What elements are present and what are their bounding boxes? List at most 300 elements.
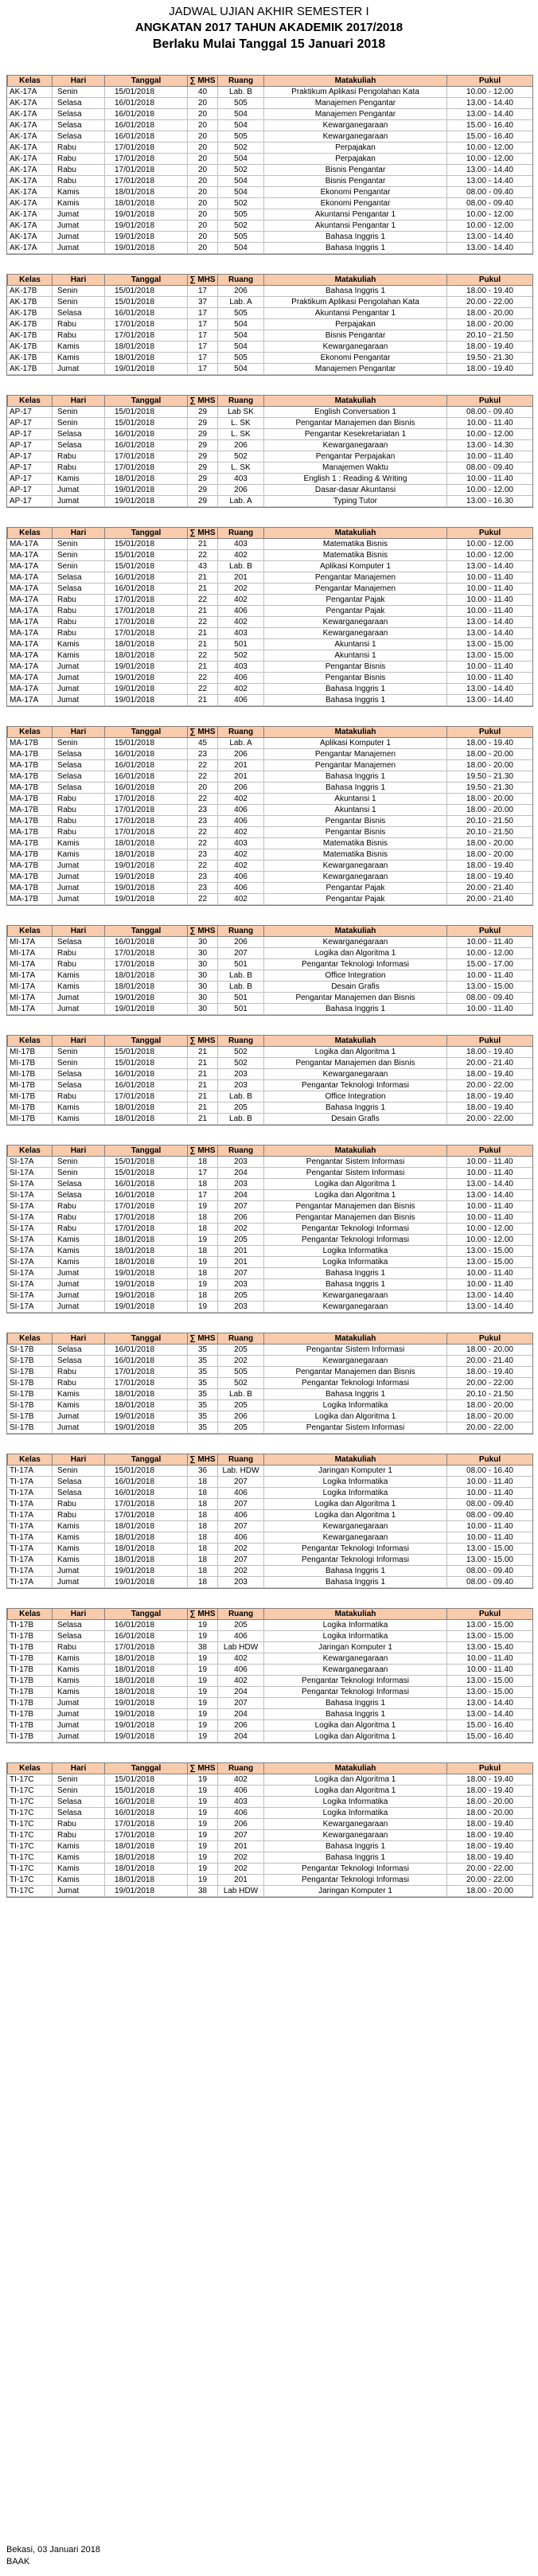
table-row: [7, 1886, 532, 1897]
cell-kelas: MI-17B: [10, 1059, 36, 1067]
cell-kelas: SI-17A: [10, 1202, 34, 1211]
cell-pukul: 19.50 - 21.30: [446, 783, 532, 794]
cell-pukul: 08.00 - 09.40: [446, 1566, 532, 1577]
cell-hari: Jumat: [52, 883, 104, 894]
cell-ruang: 204: [217, 1687, 263, 1698]
cell-jumlah-mhs: 20: [187, 176, 217, 187]
cell-pukul: 20.10 - 21.50: [446, 827, 532, 838]
cell-hari: Kamis: [52, 198, 104, 209]
table-row: [7, 1290, 532, 1302]
cell-tanggal: 19/01/2018: [104, 209, 187, 221]
cell-tanggal: 18/01/2018: [104, 1665, 187, 1676]
cell-pukul: 18.00 - 19.40: [446, 738, 532, 749]
cell-ruang: Lab HDW: [217, 1886, 263, 1897]
cell-tanggal: 18/01/2018: [104, 1235, 187, 1246]
cell-jumlah-mhs: 19: [187, 1830, 217, 1841]
place-date: Bekasi, 03 Januari 2018: [6, 2545, 101, 2555]
column-header-jumlah-mhs: ∑ MHS: [187, 275, 217, 286]
column-header-matakuliah: Matakuliah: [263, 76, 446, 87]
cell-matakuliah: Logika Informatika: [263, 1488, 446, 1499]
cell-ruang: 207: [217, 1477, 263, 1488]
cell-ruang: 201: [217, 771, 263, 783]
cell-ruang: 205: [217, 1400, 263, 1411]
cell-matakuliah: Dasar-dasar Akuntansi: [263, 485, 446, 496]
cell-jumlah-mhs: 20: [187, 209, 217, 221]
schedule-table: [6, 75, 533, 255]
cell-pukul: 10.00 - 11.40: [446, 673, 532, 684]
cell-pukul: 18.00 - 19.40: [446, 1774, 532, 1786]
cell-matakuliah: Akuntansi Pengantar 1: [263, 209, 446, 221]
cell-kelas: TI-17A: [10, 1544, 34, 1553]
cell-hari: Rabu: [52, 948, 104, 959]
cell-jumlah-mhs: 18: [187, 1521, 217, 1532]
cell-hari: Kamis: [52, 1555, 104, 1566]
cell-ruang: 501: [217, 1004, 263, 1015]
cell-pukul: 10.00 - 11.40: [446, 1653, 532, 1665]
cell-matakuliah: Logika dan Algoritma 1: [263, 1499, 446, 1510]
table-row: [7, 662, 532, 673]
cell-hari: Jumat: [52, 1411, 104, 1423]
column-header-matakuliah: Matakuliah: [263, 1146, 446, 1157]
cell-ruang: 204: [217, 1731, 263, 1743]
cell-matakuliah: Pengantar Manajemen: [263, 572, 446, 584]
schedule-table: [6, 1333, 533, 1434]
cell-ruang: 505: [217, 232, 263, 243]
cell-matakuliah: Pengantar Sistem Informasi: [263, 1423, 446, 1434]
cell-ruang: 402: [217, 1676, 263, 1687]
cell-kelas: SI-17A: [10, 1224, 34, 1233]
cell-kelas: MA-17A: [10, 673, 39, 682]
table-row: [7, 805, 532, 816]
cell-hari: Kamis: [52, 1400, 104, 1411]
cell-jumlah-mhs: 17: [187, 342, 217, 353]
cell-kelas: MI-17A: [10, 971, 36, 980]
cell-hari: Jumat: [52, 993, 104, 1004]
cell-pukul: 10.00 - 11.40: [446, 418, 532, 429]
cell-jumlah-mhs: 22: [187, 684, 217, 695]
cell-jumlah-mhs: 23: [187, 883, 217, 894]
cell-matakuliah: Kewarganegaraan: [263, 1290, 446, 1302]
signature-office: BAAK: [6, 2557, 30, 2566]
cell-pukul: 10.00 - 11.40: [446, 1279, 532, 1290]
cell-jumlah-mhs: 35: [187, 1378, 217, 1389]
cell-hari: Kamis: [52, 342, 104, 353]
cell-jumlah-mhs: 18: [187, 1555, 217, 1566]
cell-hari: Jumat: [52, 1731, 104, 1743]
cell-matakuliah: Ekonomi Pengantar: [263, 353, 446, 364]
cell-kelas: TI-17B: [10, 1710, 34, 1719]
cell-ruang: 206: [217, 485, 263, 496]
cell-pukul: 10.00 - 12.00: [446, 87, 532, 98]
cell-tanggal: 18/01/2018: [104, 1653, 187, 1665]
cell-tanggal: 19/01/2018: [104, 662, 187, 673]
cell-jumlah-mhs: 21: [187, 572, 217, 584]
cell-kelas: AK-17A: [10, 166, 37, 174]
cell-ruang: 505: [217, 353, 263, 364]
cell-jumlah-mhs: 20: [187, 221, 217, 232]
cell-hari: Selasa: [52, 440, 104, 451]
cell-hari: Rabu: [52, 1367, 104, 1378]
cell-matakuliah: Bahasa Inggris 1: [263, 1852, 446, 1864]
cell-hari: Kamis: [52, 838, 104, 849]
cell-jumlah-mhs: 37: [187, 297, 217, 308]
table-row: [7, 232, 532, 243]
cell-tanggal: 19/01/2018: [104, 695, 187, 706]
table-row: [7, 948, 532, 959]
cell-ruang: 406: [217, 606, 263, 617]
cell-jumlah-mhs: 30: [187, 993, 217, 1004]
cell-tanggal: 19/01/2018: [104, 1411, 187, 1423]
table-row: [7, 297, 532, 308]
cell-hari: Selasa: [52, 1808, 104, 1819]
cell-hari: Selasa: [52, 131, 104, 142]
table-row: [7, 407, 532, 418]
cell-matakuliah: Pengantar Teknologi Informasi: [263, 1687, 446, 1698]
cell-kelas: TI-17A: [10, 1555, 34, 1564]
cell-matakuliah: Pengantar Teknologi Informasi: [263, 1544, 446, 1555]
cell-ruang: 402: [217, 827, 263, 838]
cell-jumlah-mhs: 21: [187, 1080, 217, 1091]
cell-hari: Selasa: [52, 1488, 104, 1499]
cell-jumlah-mhs: 22: [187, 894, 217, 905]
cell-hari: Selasa: [52, 1477, 104, 1488]
cell-kelas: MA-17A: [10, 640, 39, 649]
table-row: [7, 353, 532, 364]
cell-hari: Selasa: [52, 783, 104, 794]
cell-tanggal: 18/01/2018: [104, 1875, 187, 1886]
cell-jumlah-mhs: 18: [187, 1544, 217, 1555]
table-row: [7, 561, 532, 572]
column-header-matakuliah: Matakuliah: [263, 727, 446, 738]
cell-matakuliah: Pengantar Sistem Informasi: [263, 1168, 446, 1179]
cell-tanggal: 18/01/2018: [104, 1103, 187, 1114]
cell-ruang: 505: [217, 209, 263, 221]
cell-matakuliah: Office Integration: [263, 1091, 446, 1103]
cell-hari: Jumat: [52, 1698, 104, 1709]
cell-matakuliah: Bahasa Inggris 1: [263, 1103, 446, 1114]
cell-jumlah-mhs: 18: [187, 1532, 217, 1544]
cell-hari: Jumat: [52, 1004, 104, 1015]
cell-ruang: 402: [217, 617, 263, 628]
cell-ruang: 203: [217, 1577, 263, 1588]
table-header-row: [7, 1763, 532, 1774]
cell-kelas: AK-17B: [10, 320, 37, 329]
cell-matakuliah: Pengantar Manajemen dan Bisnis: [263, 418, 446, 429]
table-header-row: [7, 1333, 532, 1345]
cell-jumlah-mhs: 18: [187, 1179, 217, 1190]
cell-kelas: MI-17B: [10, 1048, 36, 1056]
cell-hari: Rabu: [52, 1819, 104, 1830]
cell-ruang: Lab SK: [217, 407, 263, 418]
column-header-tanggal: Tanggal: [104, 76, 187, 87]
cell-matakuliah: Logika dan Algoritma 1: [263, 1190, 446, 1201]
cell-pukul: 18.00 - 19.40: [446, 286, 532, 297]
cell-hari: Rabu: [52, 628, 104, 639]
cell-jumlah-mhs: 20: [187, 783, 217, 794]
cell-ruang: 402: [217, 861, 263, 872]
cell-jumlah-mhs: 35: [187, 1345, 217, 1356]
cell-hari: Kamis: [52, 1841, 104, 1852]
cell-jumlah-mhs: 22: [187, 673, 217, 684]
table-row: [7, 342, 532, 353]
cell-jumlah-mhs: 20: [187, 243, 217, 254]
cell-ruang: 206: [217, 1819, 263, 1830]
cell-jumlah-mhs: 40: [187, 87, 217, 98]
table-row: [7, 1642, 532, 1653]
cell-ruang: 202: [217, 1356, 263, 1367]
cell-matakuliah: Kewarganegaraan: [263, 628, 446, 639]
cell-kelas: MA-17B: [10, 895, 39, 904]
table-row: [7, 154, 532, 165]
table-row: [7, 550, 532, 561]
cell-hari: Jumat: [52, 485, 104, 496]
cell-hari: Rabu: [52, 805, 104, 816]
cell-kelas: AP-17: [10, 419, 32, 427]
cell-pukul: 10.00 - 12.00: [446, 539, 532, 550]
cell-pukul: 10.00 - 11.40: [446, 1665, 532, 1676]
column-header-pukul: Pukul: [446, 76, 532, 87]
cell-tanggal: 18/01/2018: [104, 650, 187, 662]
cell-tanggal: 17/01/2018: [104, 176, 187, 187]
cell-hari: Kamis: [52, 1521, 104, 1532]
column-header-jumlah-mhs: ∑ MHS: [187, 727, 217, 738]
cell-tanggal: 16/01/2018: [104, 1190, 187, 1201]
cell-matakuliah: Ekonomi Pengantar: [263, 198, 446, 209]
cell-jumlah-mhs: 22: [187, 760, 217, 771]
cell-hari: Rabu: [52, 1499, 104, 1510]
cell-jumlah-mhs: 23: [187, 816, 217, 827]
column-header-jumlah-mhs: ∑ MHS: [187, 1454, 217, 1466]
cell-kelas: MA-17A: [10, 651, 39, 660]
cell-kelas: TI-17C: [10, 1864, 34, 1873]
column-header-tanggal: Tanggal: [104, 1333, 187, 1345]
schedule-table: [6, 1035, 533, 1126]
cell-tanggal: 17/01/2018: [104, 165, 187, 176]
cell-hari: Jumat: [52, 872, 104, 883]
cell-hari: Rabu: [52, 1510, 104, 1521]
table-row: [7, 1168, 532, 1179]
cell-jumlah-mhs: 19: [187, 1841, 217, 1852]
cell-jumlah-mhs: 19: [187, 1698, 217, 1709]
table-row: [7, 1566, 532, 1577]
column-header-kelas: Kelas: [7, 1333, 52, 1345]
cell-pukul: 20.00 - 21.40: [446, 1356, 532, 1367]
cell-kelas: MA-17A: [10, 696, 39, 704]
cell-matakuliah: Pengantar Pajak: [263, 894, 446, 905]
cell-hari: Selasa: [52, 1620, 104, 1631]
table-row: [7, 1808, 532, 1819]
cell-pukul: 10.00 - 11.40: [446, 1157, 532, 1168]
cell-kelas: AK-17A: [10, 188, 37, 197]
cell-hari: Kamis: [52, 1875, 104, 1886]
cell-tanggal: 18/01/2018: [104, 1864, 187, 1875]
table-row: [7, 496, 532, 507]
cell-tanggal: 15/01/2018: [104, 418, 187, 429]
cell-matakuliah: Praktikum Aplikasi Pengolahan Kata: [263, 87, 446, 98]
cell-kelas: AK-17B: [10, 353, 37, 362]
cell-ruang: 207: [217, 1268, 263, 1279]
cell-pukul: 10.00 - 11.40: [446, 474, 532, 485]
cell-jumlah-mhs: 18: [187, 1157, 217, 1168]
cell-tanggal: 19/01/2018: [104, 1423, 187, 1434]
cell-pukul: 20.00 - 21.40: [446, 894, 532, 905]
cell-pukul: 13.00 - 14.40: [446, 684, 532, 695]
cell-hari: Senin: [52, 738, 104, 749]
column-header-jumlah-mhs: ∑ MHS: [187, 1609, 217, 1620]
cell-pukul: 15.00 - 16.40: [446, 1731, 532, 1743]
table-row: [7, 1411, 532, 1423]
cell-jumlah-mhs: 29: [187, 440, 217, 451]
table-row: [7, 1720, 532, 1731]
cell-matakuliah: Kewarganegaraan: [263, 1356, 446, 1367]
cell-tanggal: 19/01/2018: [104, 861, 187, 872]
cell-hari: Kamis: [52, 187, 104, 198]
cell-tanggal: 19/01/2018: [104, 1302, 187, 1313]
cell-pukul: 13.00 - 14.40: [446, 1190, 532, 1201]
cell-kelas: AP-17: [10, 430, 32, 439]
schedule-table: [6, 1454, 533, 1589]
table-row: [7, 993, 532, 1004]
cell-hari: Kamis: [52, 353, 104, 364]
table-row: [7, 872, 532, 883]
column-header-pukul: Pukul: [446, 1146, 532, 1157]
cell-jumlah-mhs: 30: [187, 970, 217, 982]
cell-pukul: 13.00 - 15.00: [446, 1676, 532, 1687]
table-row: [7, 650, 532, 662]
cell-jumlah-mhs: 35: [187, 1411, 217, 1423]
cell-jumlah-mhs: 22: [187, 771, 217, 783]
column-header-hari: Hari: [52, 1146, 104, 1157]
cell-jumlah-mhs: 29: [187, 474, 217, 485]
cell-hari: Kamis: [52, 1257, 104, 1268]
schedule-table: [6, 1145, 533, 1313]
table-row: [7, 131, 532, 142]
cell-ruang: 406: [217, 1631, 263, 1642]
cell-tanggal: 17/01/2018: [104, 595, 187, 606]
cell-hari: Rabu: [52, 1212, 104, 1224]
column-header-pukul: Pukul: [446, 528, 532, 539]
cell-jumlah-mhs: 22: [187, 794, 217, 805]
cell-tanggal: 15/01/2018: [104, 1058, 187, 1069]
cell-tanggal: 15/01/2018: [104, 297, 187, 308]
cell-kelas: MI-17A: [10, 1005, 36, 1013]
cell-pukul: 13.00 - 14.40: [446, 1179, 532, 1190]
cell-pukul: 18.00 - 19.40: [446, 1786, 532, 1797]
cell-pukul: 13.00 - 14.40: [446, 561, 532, 572]
table-header-row: [7, 275, 532, 286]
cell-hari: Kamis: [52, 1864, 104, 1875]
cell-ruang: 403: [217, 662, 263, 673]
cell-kelas: MI-17B: [10, 1114, 36, 1123]
table-header-row: [7, 396, 532, 407]
cell-ruang: 201: [217, 1246, 263, 1257]
cell-pukul: 13.00 - 14.40: [446, 695, 532, 706]
cell-tanggal: 18/01/2018: [104, 849, 187, 861]
cell-tanggal: 19/01/2018: [104, 1004, 187, 1015]
cell-hari: Jumat: [52, 232, 104, 243]
cell-tanggal: 17/01/2018: [104, 805, 187, 816]
cell-pukul: 13.00 - 14.40: [446, 617, 532, 628]
cell-pukul: 13.00 - 15.00: [446, 1555, 532, 1566]
cell-ruang: Lab. B: [217, 1389, 263, 1400]
table-row: [7, 572, 532, 584]
cell-kelas: TI-17A: [10, 1578, 34, 1587]
cell-jumlah-mhs: 17: [187, 364, 217, 375]
cell-hari: Kamis: [52, 1246, 104, 1257]
cell-hari: Rabu: [52, 319, 104, 330]
cell-pukul: 18.00 - 20.00: [446, 849, 532, 861]
column-header-ruang: Ruang: [217, 1333, 263, 1345]
cell-hari: Jumat: [52, 1268, 104, 1279]
cell-ruang: 201: [217, 1841, 263, 1852]
cell-ruang: 201: [217, 1875, 263, 1886]
table-row: [7, 1477, 532, 1488]
cell-matakuliah: Pengantar Teknologi Informasi: [263, 1378, 446, 1389]
cell-pukul: 13.00 - 14.40: [446, 243, 532, 254]
cell-kelas: AK-17A: [10, 132, 37, 141]
cell-hari: Rabu: [52, 816, 104, 827]
table-row: [7, 120, 532, 131]
table-row: [7, 970, 532, 982]
cell-pukul: 18.00 - 19.40: [446, 364, 532, 375]
schedule-table: [6, 925, 533, 1016]
cell-pukul: 19.50 - 21.30: [446, 353, 532, 364]
cell-jumlah-mhs: 18: [187, 1499, 217, 1510]
academic-year-title: ANGKATAN 2017 TAHUN AKADEMIK 2017/2018: [134, 21, 404, 34]
cell-hari: Senin: [52, 1058, 104, 1069]
cell-jumlah-mhs: 19: [187, 1631, 217, 1642]
cell-pukul: 18.00 - 20.00: [446, 805, 532, 816]
cell-jumlah-mhs: 21: [187, 1091, 217, 1103]
cell-jumlah-mhs: 20: [187, 120, 217, 131]
cell-jumlah-mhs: 18: [187, 1246, 217, 1257]
cell-tanggal: 17/01/2018: [104, 1499, 187, 1510]
cell-pukul: 15.00 - 16.40: [446, 120, 532, 131]
cell-matakuliah: Pengantar Manajemen: [263, 749, 446, 760]
column-header-pukul: Pukul: [446, 727, 532, 738]
cell-pukul: 18.00 - 20.00: [446, 1797, 532, 1808]
cell-jumlah-mhs: 18: [187, 1224, 217, 1235]
cell-tanggal: 16/01/2018: [104, 771, 187, 783]
cell-ruang: 202: [217, 1544, 263, 1555]
cell-jumlah-mhs: 29: [187, 418, 217, 429]
cell-pukul: 08.00 - 09.40: [446, 407, 532, 418]
cell-hari: Kamis: [52, 1235, 104, 1246]
cell-matakuliah: Pengantar Teknologi Informasi: [263, 1080, 446, 1091]
cell-jumlah-mhs: 19: [187, 1235, 217, 1246]
cell-tanggal: 19/01/2018: [104, 496, 187, 507]
cell-matakuliah: Bahasa Inggris 1: [263, 1389, 446, 1400]
cell-kelas: MA-17A: [10, 618, 39, 626]
table-row: [7, 1819, 532, 1830]
table-row: [7, 628, 532, 639]
table-row: [7, 738, 532, 749]
cell-hari: Jumat: [52, 243, 104, 254]
cell-matakuliah: Pengantar Teknologi Informasi: [263, 1864, 446, 1875]
cell-ruang: 406: [217, 1786, 263, 1797]
cell-matakuliah: Logika Informatika: [263, 1797, 446, 1808]
cell-ruang: 502: [217, 221, 263, 232]
cell-jumlah-mhs: 20: [187, 198, 217, 209]
cell-kelas: AP-17: [10, 497, 32, 505]
cell-ruang: 504: [217, 176, 263, 187]
cell-jumlah-mhs: 21: [187, 628, 217, 639]
table-row: [7, 760, 532, 771]
cell-hari: Selasa: [52, 572, 104, 584]
cell-tanggal: 16/01/2018: [104, 1631, 187, 1642]
cell-tanggal: 19/01/2018: [104, 872, 187, 883]
cell-hari: Rabu: [52, 794, 104, 805]
